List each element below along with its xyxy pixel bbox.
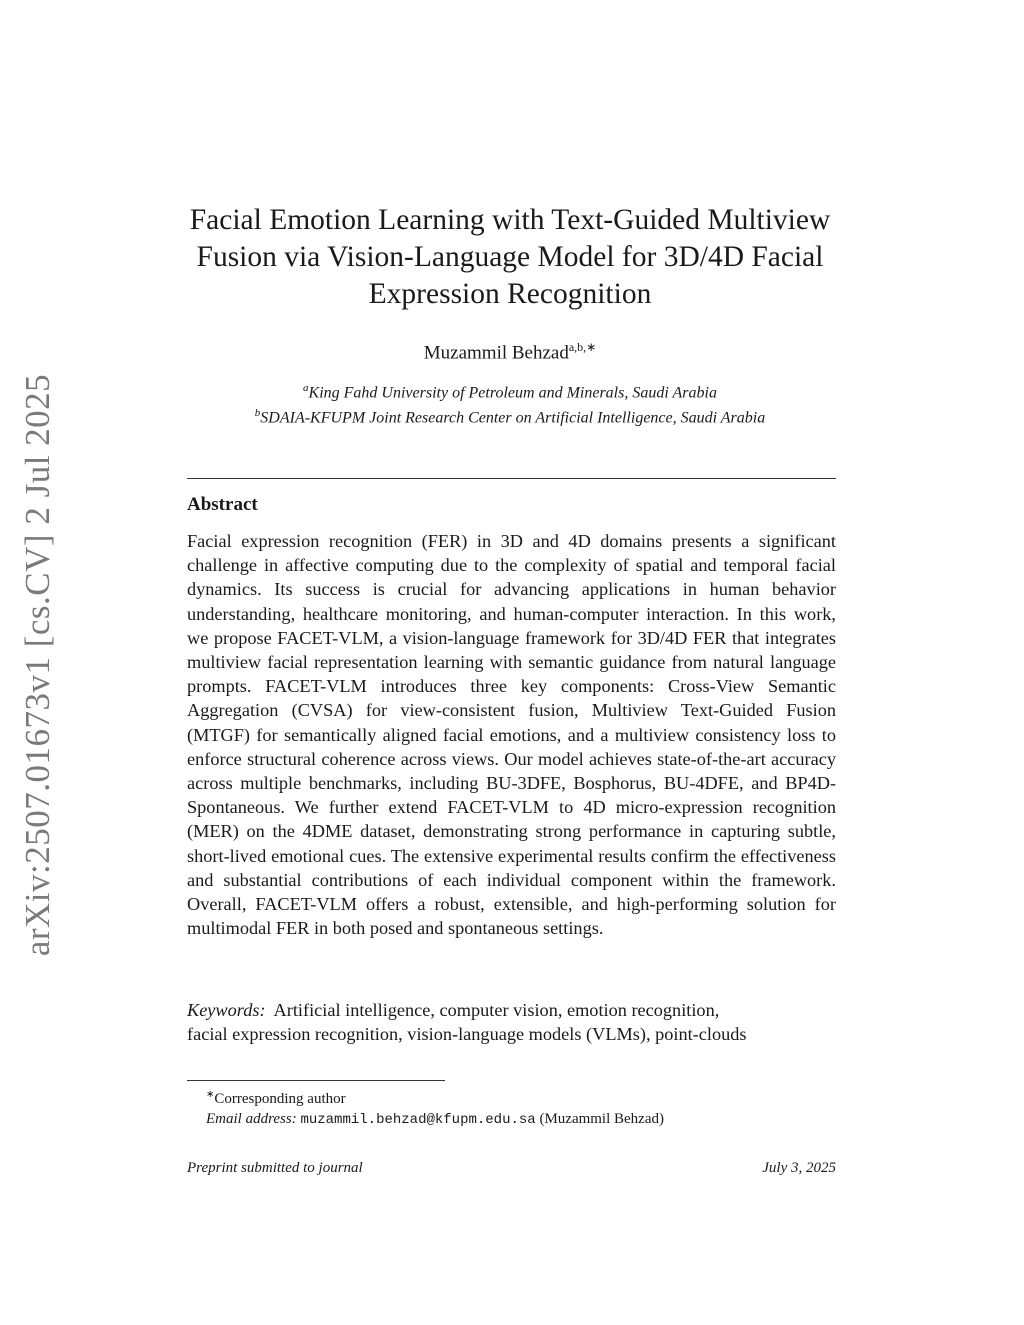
keywords — [187, 998, 836, 1046]
affiliation-a — [150, 378, 870, 403]
author-line — [150, 340, 870, 364]
title-line: Expression Recognition — [368, 278, 652, 310]
keywords-label: Keywords: — [187, 1000, 266, 1020]
footnote-mark: ∗ — [206, 1089, 215, 1100]
email-address[interactable]: muzammil.behzad@kfupm.edu.sa — [300, 1112, 536, 1128]
keywords-line-2: facial expression recognition, vision-language models (VLMs), point-clouds — [187, 1024, 747, 1045]
affiliations — [150, 378, 870, 429]
arxiv-identifier: arXiv:2507.01673v1 [cs.CV] 2 Jul 2025 — [18, 373, 58, 957]
paper-title — [150, 202, 870, 313]
affiliation-b — [150, 403, 870, 428]
affiliation-mark: a — [303, 382, 309, 394]
author-name: Muzammil Behzad — [423, 342, 569, 364]
corresponding-author-note — [206, 1085, 664, 1109]
abstract-top-rule — [187, 478, 836, 479]
arxiv-stamp — [8, 373, 68, 957]
abstract-text: Facial expression recognition (FER) in 3D and 4D domains presents a significant challenge in affective computing due to the complexity of spatial and temporal facial dynamics. Its success is crucial for advancing applications in human behavior understanding, healthcare monitoring, and human-computer interaction. In this work, we propose FACET-VLM, a vision-language framework for 3D/4D FER that integrates multiview facial representation learning with semantic guidance from natural language prompts. FACET-VLM introduces three key components: Cross-View Semantic Aggregation (CVSA) for view-consistent fusion, Multiview Text-Guided Fusion (MTGF) for semantically aligned facial emotions, and a multiview consistency loss to enforce structural coherence across views. Our model achieves state-of-the-art accuracy across multiple benchmarks, including BU-3DFE, Bosphorus, BU-4DFE, and BP4D-Spontaneous. We further extend FACET-VLM to 4D micro-expression recognition (MER) on the 4DME dataset, demonstrating strong performance in capturing subtle, short-lived emotional cues. The extensive experimental results confirm the effectiveness and substantial contributions of each individual component within the framework. Overall, FACET-VLM offers a robust, extensible, and high-performing solution for multimodal FER in both posed and spontaneous settings. — [187, 531, 836, 939]
keywords-line-1 — [187, 998, 836, 1022]
author-marks: a,b,∗ — [568, 340, 597, 354]
email-label: Email address: — [206, 1111, 297, 1127]
email-line — [206, 1109, 664, 1130]
affiliation-text: SDAIA-KFUPM Joint Research Center on Artificial Intelligence, Saudi Arabia — [260, 409, 766, 427]
abstract-body — [187, 529, 836, 940]
abstract-heading: Abstract — [187, 494, 258, 515]
keywords-text-1: Artificial intelligence, computer vision, emotion recognition, — [273, 1000, 720, 1020]
footnote-rule — [187, 1080, 445, 1081]
title-line: Facial Emotion Learning with Text-Guided Multiview — [189, 204, 831, 236]
corresponding-author-text: Corresponding author — [214, 1091, 346, 1107]
affiliation-mark: b — [254, 407, 261, 420]
title-line: Fusion via Vision-Language Model for 3D/4D Facial — [196, 241, 824, 273]
preprint-note: Preprint submitted to journal — [187, 1160, 363, 1176]
email-owner: (Muzammil Behzad) — [539, 1111, 664, 1127]
preprint-date: July 3, 2025 — [762, 1160, 836, 1176]
affiliation-text: King Fahd University of Petroleum and Minerals, Saudi Arabia — [308, 384, 717, 402]
footnote — [206, 1085, 664, 1130]
